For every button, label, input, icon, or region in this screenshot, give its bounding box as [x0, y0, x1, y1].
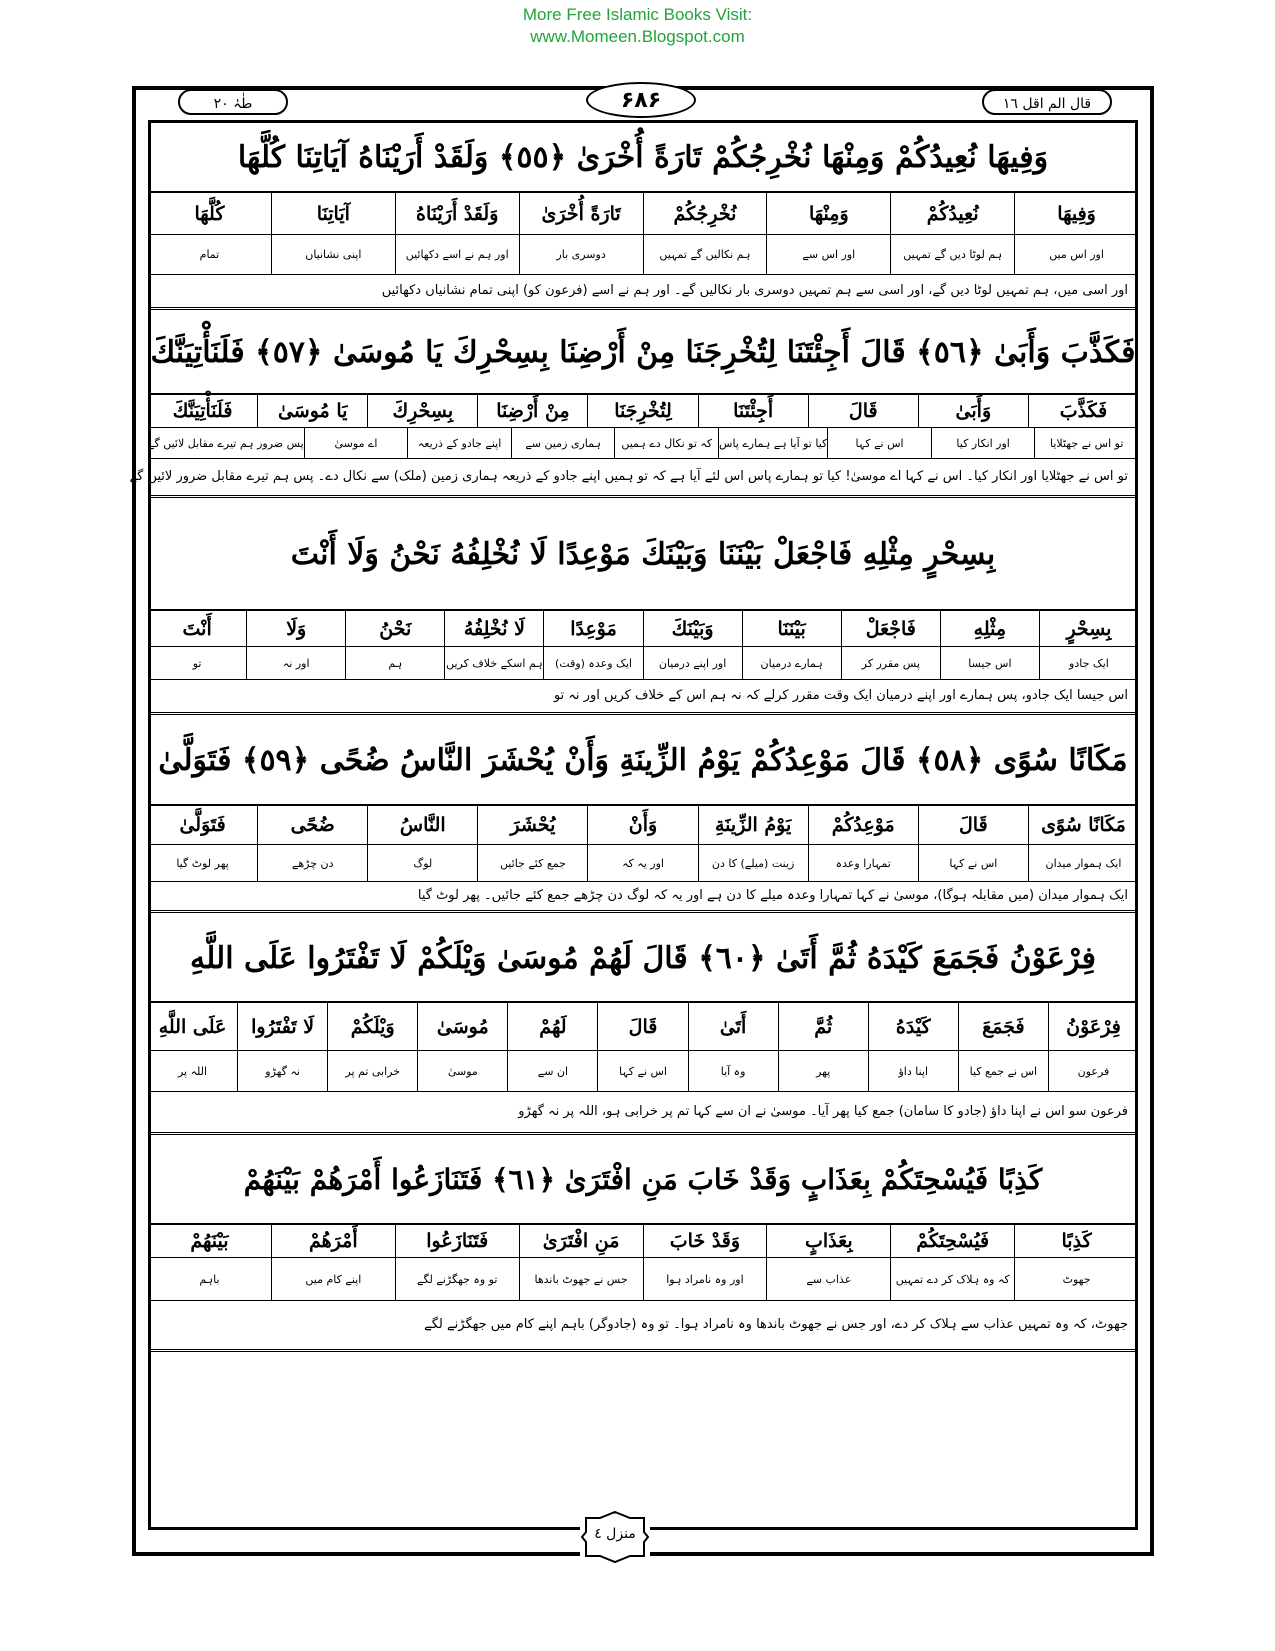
arabic-word-cell: يُحْشَرَ: [477, 806, 587, 844]
meaning-row: [148, 235, 1138, 275]
arabic-word-cell: كُلَّهَا: [194, 202, 225, 225]
word-meaning-cell: اپنا داؤ: [868, 1051, 958, 1091]
arabic-word-cell: وَأَبَىٰ: [918, 395, 1028, 427]
juz-label: قال الم اقل ١٦: [982, 89, 1112, 115]
arabic-word-cell: مَوْعِدًا: [543, 611, 642, 646]
word-meaning-cell: اللہ پر: [177, 1064, 208, 1078]
word-meaning-cell: اپنے کام میں: [271, 1258, 395, 1300]
word-meaning-cell: ایک وعدہ (وقت): [543, 647, 642, 679]
manzil-label: منزل ٤: [594, 1526, 636, 1542]
word-meaning-cell: نہ گھڑو: [237, 1051, 327, 1091]
word-row: [148, 1003, 1138, 1051]
arabic-word-cell: قَالَ: [597, 1003, 687, 1050]
word-meaning-cell: ایک ہموار میدان: [1028, 845, 1138, 881]
surah-label: طٰہٰ ٢٠: [178, 89, 288, 115]
arabic-word-cell: لِتُخْرِجَنَا: [587, 395, 697, 427]
arabic-word-cell: تَارَةً أُخْرَىٰ: [519, 193, 643, 234]
word-meaning-cell: ان سے: [507, 1051, 597, 1091]
arabic-word-cell: ثُمَّ: [778, 1003, 868, 1050]
word-meaning-cell: ہمارے درمیان: [742, 647, 841, 679]
word-meaning-cell: اپنی نشانیاں: [271, 235, 395, 274]
arabic-word-cell: وَأَنْ: [587, 806, 697, 844]
arabic-word-cell: لَا تَفْتَرُوا: [237, 1003, 327, 1050]
translation-line: ایک ہموار میدان (میں مقابلہ ہوگا)، موسیٰ نے کہا تمہارا وعدہ میلے کا دن ہے اور یہ کہ لوگ دن چڑھے جمع کئے جائیں۔ پھر لوٹ گیا: [148, 882, 1138, 913]
word-meaning-cell: وہ آیا: [688, 1051, 778, 1091]
arabic-word-cell: فَجَمَعَ: [958, 1003, 1048, 1050]
arabic-word-cell: عَلَى اللَّهِ: [158, 1015, 227, 1038]
arabic-word-cell: أَتَىٰ: [688, 1003, 778, 1050]
page-number: ۶۸۶: [586, 82, 696, 118]
word-meaning-cell: اور نہ: [246, 647, 345, 679]
word-meaning-cell: اور یہ کہ: [587, 845, 697, 881]
word-meaning-cell: اپنے جادو کے ذریعہ: [407, 428, 511, 458]
arabic-word-cell: بِسِحْرِكَ: [367, 395, 477, 427]
word-meaning-cell: جمع کئے جائیں: [477, 845, 587, 881]
arabic-word-cell: فَلَنَأْتِيَنَّكَ: [172, 400, 233, 422]
translation-line: اور اسی میں، ہم تمہیں لوٹا دیں گے، اور اسی سے ہم تمہیں دوسری بار نکالیں گے۔ اور ہم نے اسے (فرعون کو) اپنی تمام نشانیاں دکھائیں: [148, 275, 1138, 310]
arabic-word-cell: وَقَدْ خَابَ: [643, 1225, 767, 1257]
arabic-word-cell: فَتَوَلَّىٰ: [179, 814, 226, 836]
word-meaning-cell: موسیٰ: [417, 1051, 507, 1091]
arabic-word-cell: قَالَ: [808, 395, 918, 427]
arabic-word-cell: وَلَا: [246, 611, 345, 646]
word-meaning-cell: باہم: [199, 1272, 220, 1286]
arabic-word-cell: مِثْلِهِ: [940, 611, 1039, 646]
ayah-line: مَكَانًا سُوًى ﴿٥٨﴾ قَالَ مَوْعِدُكُمْ يَوْمُ الزِّينَةِ وَأَنْ يُحْشَرَ النَّاسُ ضُحًى ﴿٥٩﴾ فَتَوَلَّىٰ: [148, 716, 1138, 806]
arabic-word-cell: فَاجْعَلْ: [841, 611, 940, 646]
arabic-word-cell: مَكَانًا سُوًى: [1028, 806, 1138, 844]
word-meaning-cell: پس مقرر کر: [841, 647, 940, 679]
word-meaning-cell: کہ وہ ہلاک کر دے تمہیں: [890, 1258, 1014, 1300]
ayah-line: كَذِبًا فَيُسْحِتَكُمْ بِعَذَابٍ وَقَدْ خَابَ مَنِ افْتَرَىٰ ﴿٦١﴾ فَتَنَازَعُوا أَمْرَهُمْ بَيْنَهُمْ: [148, 1135, 1138, 1225]
arabic-word-cell: يَوْمُ الزِّينَةِ: [698, 806, 808, 844]
word-meaning-cell: ہماری زمین سے: [511, 428, 615, 458]
word-meaning-cell: اور ہم نے اسے دکھائیں: [395, 235, 519, 274]
word-meaning-cell: جس نے جھوٹ باندھا: [519, 1258, 643, 1300]
word-meaning-cell: ایک جادو: [1039, 647, 1138, 679]
arabic-word-cell: فَيُسْحِتَكُمْ: [890, 1225, 1014, 1257]
arabic-word-cell: فَكَذَّبَ: [1028, 395, 1138, 427]
word-meaning-cell: اور اس سے: [766, 235, 890, 274]
arabic-word-cell: أَمْرَهُمْ: [271, 1225, 395, 1257]
word-meaning-cell: اور اس میں: [1014, 235, 1138, 274]
word-meaning-cell: تو اس نے جھٹلایا: [1034, 428, 1138, 458]
arabic-word-cell: مُوسَىٰ: [417, 1003, 507, 1050]
arabic-word-cell: وَلَقَدْ أَرَيْنَاهُ: [395, 193, 519, 234]
arabic-word-cell: وَيْلَكُمْ: [327, 1003, 417, 1050]
word-meaning-cell: اس نے جمع کیا: [958, 1051, 1048, 1091]
ayah-line: بِسِحْرٍ مِثْلِهِ فَاجْعَلْ بَيْنَنَا وَبَيْنَكَ مَوْعِدًا لَا نُخْلِفُهُ نَحْنُ وَلَا أَنْتَ: [148, 499, 1138, 611]
word-meaning-cell: تمہارا وعدہ: [808, 845, 918, 881]
word-meaning-cell: پھر: [778, 1051, 868, 1091]
translation-line: اس جیسا ایک جادو، پس ہمارے اور اپنے درمیان ایک وقت مقرر کرلے کہ نہ ہم اس کے خلاف کریں اور نہ تو: [148, 680, 1138, 715]
word-meaning-cell: اور انکار کیا: [931, 428, 1035, 458]
translation-line: فرعون سو اس نے اپنا داؤ (جادو کا سامان) جمع کیا پھر آیا۔ موسیٰ نے ان سے کہا تم پر خرابی ہو، اللہ پر نہ گھڑو: [148, 1092, 1138, 1135]
word-meaning-cell: اس جیسا: [940, 647, 1039, 679]
word-row: [148, 806, 1138, 845]
word-meaning-cell: اس نے کہا: [827, 428, 931, 458]
word-meaning-cell: زینت (میلے) کا دن: [698, 845, 808, 881]
arabic-word-cell: نُعِيدُكُمْ: [890, 193, 1014, 234]
translation-line: تو اس نے جھٹلایا اور انکار کیا۔ اس نے کہا اے موسیٰ! کیا تو ہمارے پاس اس لئے آیا ہے کہ تو ہمیں اپنے جادو کے ذریعہ ہماری زمین (ملک) سے نکال دے۔ پس ہم تیرے مقابل ضرور لائیں گے: [148, 459, 1138, 498]
word-meaning-cell: تو وہ جھگڑنے لگے: [395, 1258, 519, 1300]
meaning-row: [148, 1051, 1138, 1092]
word-meaning-cell: تمام: [199, 248, 220, 261]
arabic-word-cell: يَا مُوسَىٰ: [257, 395, 367, 427]
meaning-row: [148, 1258, 1138, 1301]
ayah-line: فِرْعَوْنُ فَجَمَعَ كَيْدَهُ ثُمَّ أَتَىٰ ﴿٦٠﴾ قَالَ لَهُمْ مُوسَىٰ وَيْلَكُمْ لَا تَفْتَرُوا عَلَى اللَّهِ: [148, 915, 1138, 1003]
word-meaning-cell: کہ تو نکال دے ہمیں: [614, 428, 718, 458]
meaning-row: [148, 647, 1138, 680]
arabic-word-cell: وَفِيهَا: [1014, 193, 1138, 234]
manzil-marker: [580, 1510, 650, 1564]
word-meaning-cell: کیا تو آیا ہے ہمارے پاس: [718, 428, 827, 458]
arabic-word-cell: لَا نُخْلِفُهُ: [444, 611, 543, 646]
word-meaning-cell: تو: [192, 656, 202, 670]
word-meaning-cell: لوگ: [367, 845, 477, 881]
arabic-word-cell: وَمِنْهَا: [766, 193, 890, 234]
word-meaning-cell: خرابی تم پر: [327, 1051, 417, 1091]
word-meaning-cell: اے موسیٰ: [304, 428, 408, 458]
word-row: [148, 1225, 1138, 1258]
ayah-line: فَكَذَّبَ وَأَبَىٰ ﴿٥٦﴾ قَالَ أَجِئْتَنَا لِتُخْرِجَنَا مِنْ أَرْضِنَا بِسِحْرِكَ يَا مُوسَىٰ ﴿٥٧﴾ فَلَنَأْتِيَنَّكَ: [148, 311, 1138, 395]
arabic-word-cell: نَحْنُ: [345, 611, 444, 646]
word-meaning-cell: ہم لوٹا دیں گے تمہیں: [890, 235, 1014, 274]
arabic-word-cell: فِرْعَوْنُ: [1048, 1003, 1138, 1050]
arabic-word-cell: فَتَنَازَعُوا: [395, 1225, 519, 1257]
promo-line-1[interactable]: More Free Islamic Books Visit:: [522, 5, 753, 24]
arabic-word-cell: بِعَذَابٍ: [766, 1225, 890, 1257]
ayah-line: وَفِيهَا نُعِيدُكُمْ وَمِنْهَا نُخْرِجُكُمْ تَارَةً أُخْرَىٰ ﴿٥٥﴾ وَلَقَدْ أَرَيْنَاهُ آيَاتِنَا كُلَّهَا: [148, 123, 1138, 193]
word-row: [148, 611, 1138, 647]
word-meaning-cell: ہم: [345, 647, 444, 679]
arabic-word-cell: لَهُمْ: [507, 1003, 597, 1050]
word-meaning-cell: اس نے کہا: [597, 1051, 687, 1091]
arabic-word-cell: بَيْنَهُمْ: [190, 1230, 229, 1252]
arabic-word-cell: النَّاسُ: [367, 806, 477, 844]
arabic-word-cell: أَجِئْتَنَا: [698, 395, 808, 427]
arabic-word-cell: كَيْدَهُ: [868, 1003, 958, 1050]
word-meaning-cell: دن چڑھے: [257, 845, 367, 881]
word-meaning-cell: اور وہ نامراد ہوا: [643, 1258, 767, 1300]
arabic-word-cell: بَيْنَنَا: [742, 611, 841, 646]
meaning-row: [148, 845, 1138, 882]
word-row: [148, 193, 1138, 235]
arabic-word-cell: نُخْرِجُكُمْ: [643, 193, 767, 234]
arabic-word-cell: ضُحًى: [257, 806, 367, 844]
word-meaning-cell: دوسری بار: [519, 235, 643, 274]
word-meaning-cell: ہم اسکے خلاف کریں: [444, 647, 543, 679]
arabic-word-cell: مَوْعِدُكُمْ: [808, 806, 918, 844]
arabic-word-cell: مِنْ أَرْضِنَا: [477, 395, 587, 427]
word-meaning-cell: ہم نکالیں گے تمہیں: [643, 235, 767, 274]
meaning-row: [148, 428, 1138, 459]
arabic-word-cell: آيَاتِنَا: [271, 193, 395, 234]
word-row: [148, 395, 1138, 428]
word-meaning-cell: اس نے کہا: [918, 845, 1028, 881]
arabic-word-cell: مَنِ افْتَرَىٰ: [519, 1225, 643, 1257]
word-meaning-cell: عذاب سے: [766, 1258, 890, 1300]
word-meaning-cell: پس ضرور ہم تیرے مقابل لائیں گے: [148, 436, 304, 450]
arabic-word-cell: وَبَيْنَكَ: [643, 611, 742, 646]
translation-line: جھوٹ، کہ وہ تمہیں عذاب سے ہلاک کر دے، اور جس نے جھوٹ باندھا وہ نامراد ہوا۔ تو وہ (جادوگر) باہم اپنے کام میں جھگڑنے لگے: [148, 1301, 1138, 1352]
word-meaning-cell: پھر لوٹ گیا: [176, 856, 229, 870]
arabic-word-cell: بِسِحْرٍ: [1039, 611, 1138, 646]
arabic-word-cell: قَالَ: [918, 806, 1028, 844]
word-meaning-cell: جھوٹ: [1014, 1258, 1138, 1300]
promo-url[interactable]: www.Momeen.Blogspot.com: [530, 27, 745, 46]
word-meaning-cell: فرعون: [1048, 1051, 1138, 1091]
arabic-word-cell: كَذِبًا: [1014, 1225, 1138, 1257]
arabic-word-cell: أَنْتَ: [182, 617, 212, 640]
word-meaning-cell: اور اپنے درمیان: [643, 647, 742, 679]
